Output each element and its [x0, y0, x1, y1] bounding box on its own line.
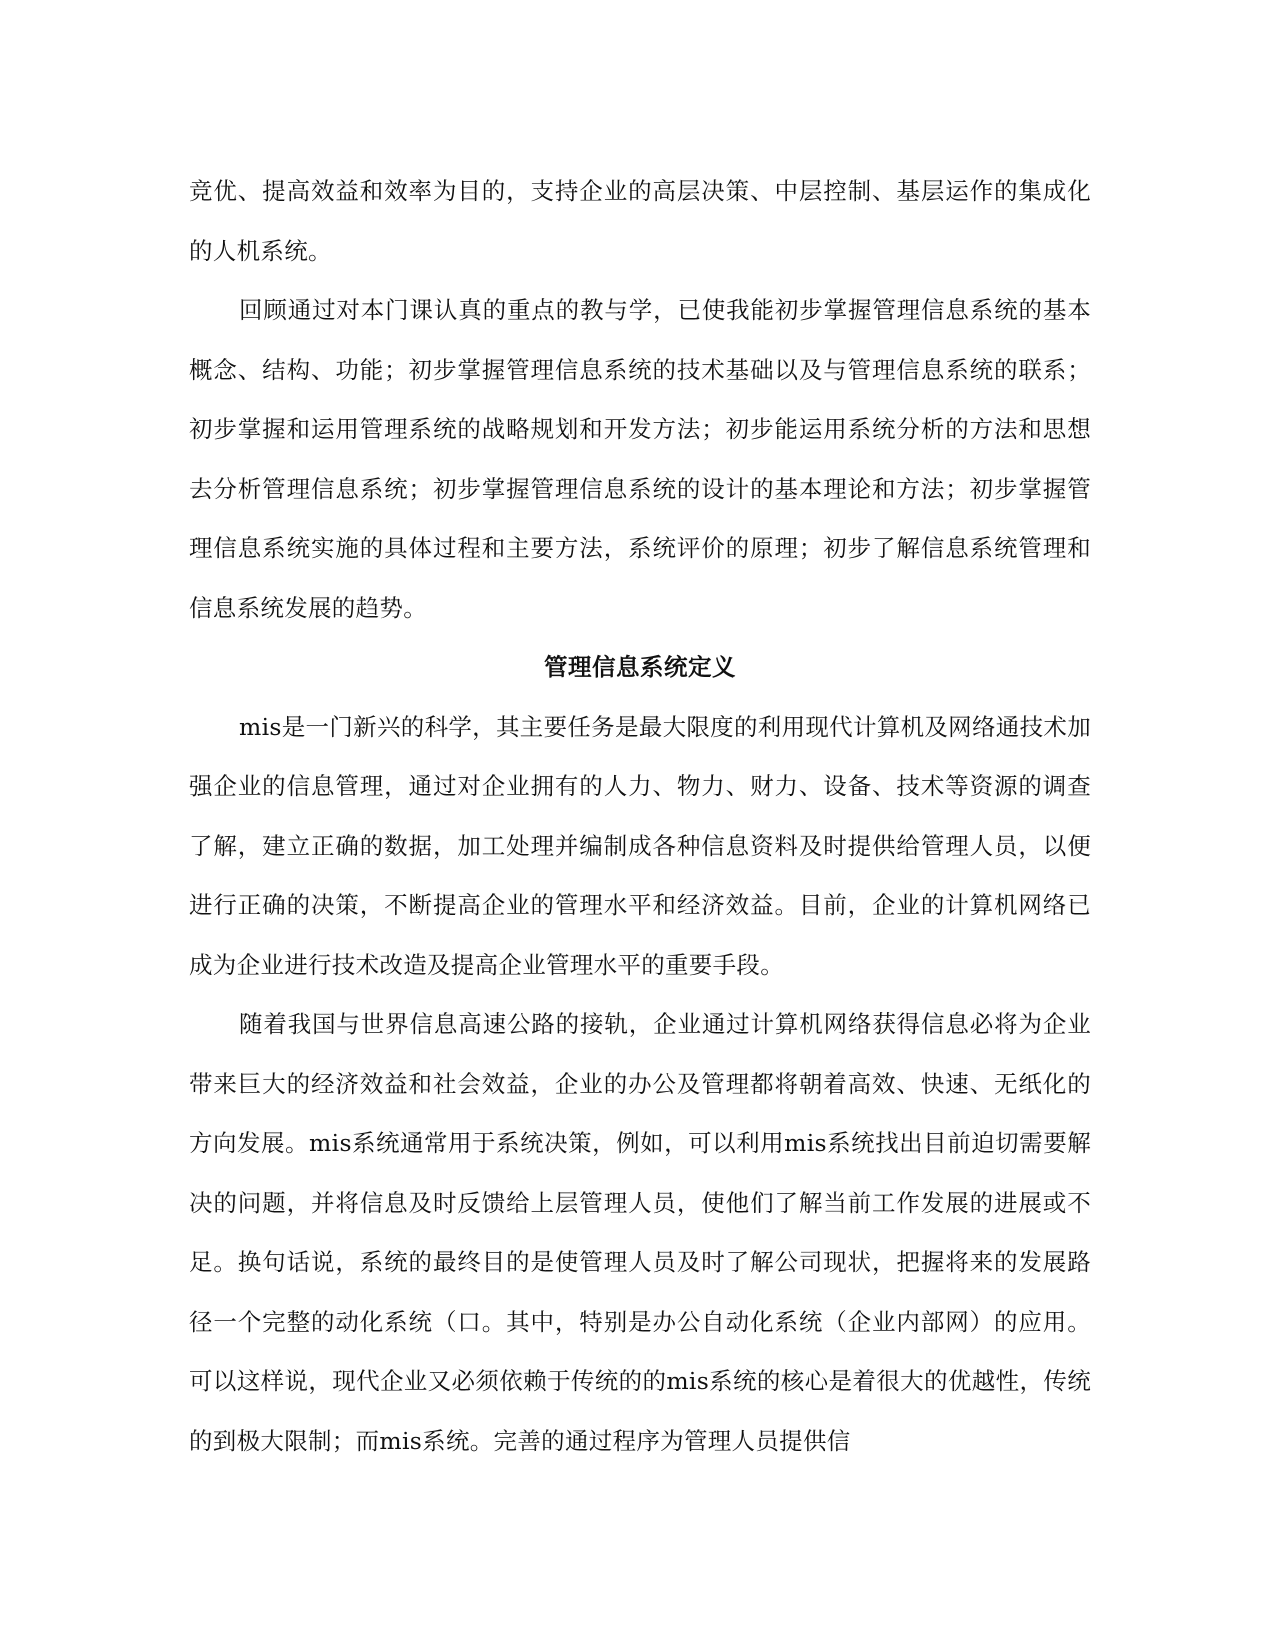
paragraph-continued: 竞优、提高效益和效率为目的，支持企业的高层决策、中层控制、基层运作的集成化的人机系统。 — [189, 177, 1091, 265]
paragraph-review: 回顾通过对本门课认真的重点的教与学，已使我能初步掌握管理信息系统的基本概念、结构、功能；初步掌握管理信息系统的技术基础以及与管理信息系统的联系；初步掌握和运用管理系统的战略规划和开发方法；初步能运用系统分析的方法和思想去分析管理信息系统；初步掌握管理信息系统的设计的基本理论和方法；初步掌握管理信息系统实施的具体过程和主要方法，系统评价的原理；初步了解信息系统管理和信息系统发展的趋势。 — [189, 296, 1091, 622]
section-heading: 管理信息系统定义 — [544, 653, 736, 681]
paragraph-mis-definition: mis是一门新兴的科学，其主要任务是最大限度的利用现代计算机及网络通技术加强企业的信息管理，通过对企业拥有的人力、物力、财力、设备、技术等资源的调查了解，建立正确的数据，加工处理并编制成各种信息资料及时提供给管理人员，以便进行正确的决策，不断提高企业的管理水平和经济效益。目前，企业的计算机网络已成为企业进行技术改造及提高企业管理水平的重要手段。 — [189, 712, 1091, 979]
paragraph-mis-development: 随着我国与世界信息高速公路的接轨，企业通过计算机网络获得信息必将为企业带来巨大的经济效益和社会效益，企业的办公及管理都将朝着高效、快速、无纸化的方向发展。mis系统通常用于系统决策，例如，可以利用mis系统找出目前迫切需要解决的问题，并将信息及时反馈给上层管理人员，使他们了解当前工作发展的进展或不足。换句话说，系统的最终目的是使管理人员及时了解公司现状，把握将来的发展路径一个完整的动化系统（口。其中，特别是办公自动化系统（企业内部网）的应用。可以这样说，现代企业又必须依赖于传统的的mis系统的核心是着很大的优越性，传统的到极大限制；而mis系统。完善的通过程序为管理人员提供信 — [189, 1010, 1091, 1455]
document-page — [189, 162, 1091, 1471]
